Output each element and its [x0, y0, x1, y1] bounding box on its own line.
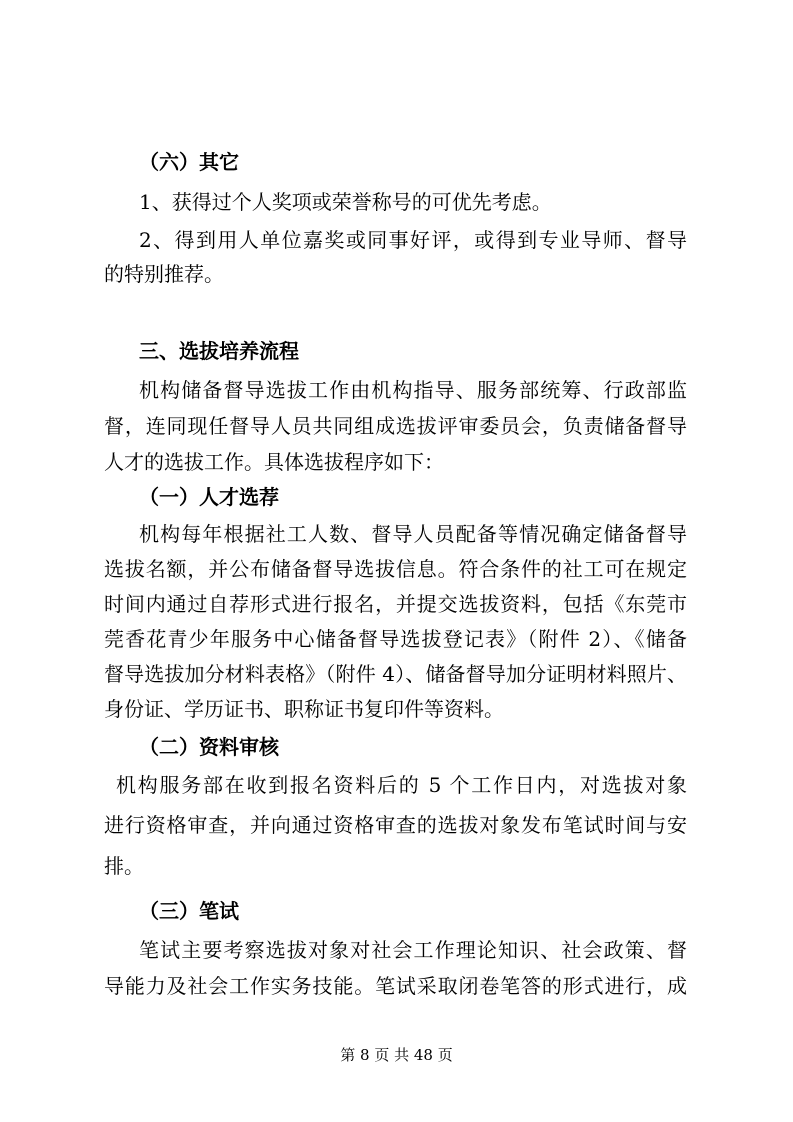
paragraph-line: 身份证、学历证书、职称证书复印件等资料。 — [104, 697, 504, 721]
subheading-talent-selection: （一）人才选荐 — [139, 485, 279, 509]
subheading-written-test: （三）笔试 — [139, 899, 239, 923]
page-footer: 第 8 页 共 48 页 — [340, 1046, 453, 1064]
paragraph-line: 的特别推荐。 — [104, 262, 224, 286]
section-heading-other: （六）其它 — [139, 150, 239, 174]
section-heading-process: 三、选拔培养流程 — [139, 339, 299, 363]
paragraph-line: 督导选拔加分材料表格》（附件 4）、储备督导加分证明材料照片、 — [104, 662, 687, 686]
paragraph-line: 笔试主要考察选拔对象对社会工作理论知识、社会政策、督 — [139, 938, 687, 962]
paragraph-line: 机构储备督导选拔工作由机构指导、服务部统筹、行政部监 — [139, 378, 687, 402]
paragraph-line: 督，连同现任督导人员共同组成选拔评审委员会，负责储备督导 — [104, 414, 687, 438]
paragraph-line: 选拔名额，并公布储备督导选拔信息。符合条件的社工可在规定 — [104, 557, 687, 581]
paragraph-line: 人才的选拔工作。具体选拔程序如下： — [104, 450, 444, 474]
paragraph-line: 莞香花青少年服务中心储备督导选拔登记表》（附件 2）、《储备 — [104, 627, 687, 651]
paragraph-line: 机构每年根据社工人数、督导人员配备等情况确定储备督导 — [139, 522, 687, 546]
paragraph-line: 排。 — [104, 854, 144, 878]
paragraph-line: 导能力及社会工作实务技能。笔试采取闭卷笔答的形式进行，成 — [104, 974, 687, 998]
paragraph-line: 时间内通过自荐形式进行报名，并提交选拔资料，包括《东莞市 — [104, 592, 687, 616]
paragraph-line: 机构服务部在收到报名资料后的 5 个工作日内，对选拔对象 — [116, 773, 687, 797]
paragraph-line: 进行资格审查，并向通过资格审查的选拔对象发布笔试时间与安 — [104, 813, 687, 837]
paragraph-line: 2、得到用人单位嘉奖或同事好评，或得到专业导师、督导 — [139, 228, 687, 252]
subheading-document-review: （二）资料审核 — [139, 735, 279, 759]
paragraph-line: 1、获得过个人奖项或荣誉称号的可优先考虑。 — [139, 190, 552, 214]
